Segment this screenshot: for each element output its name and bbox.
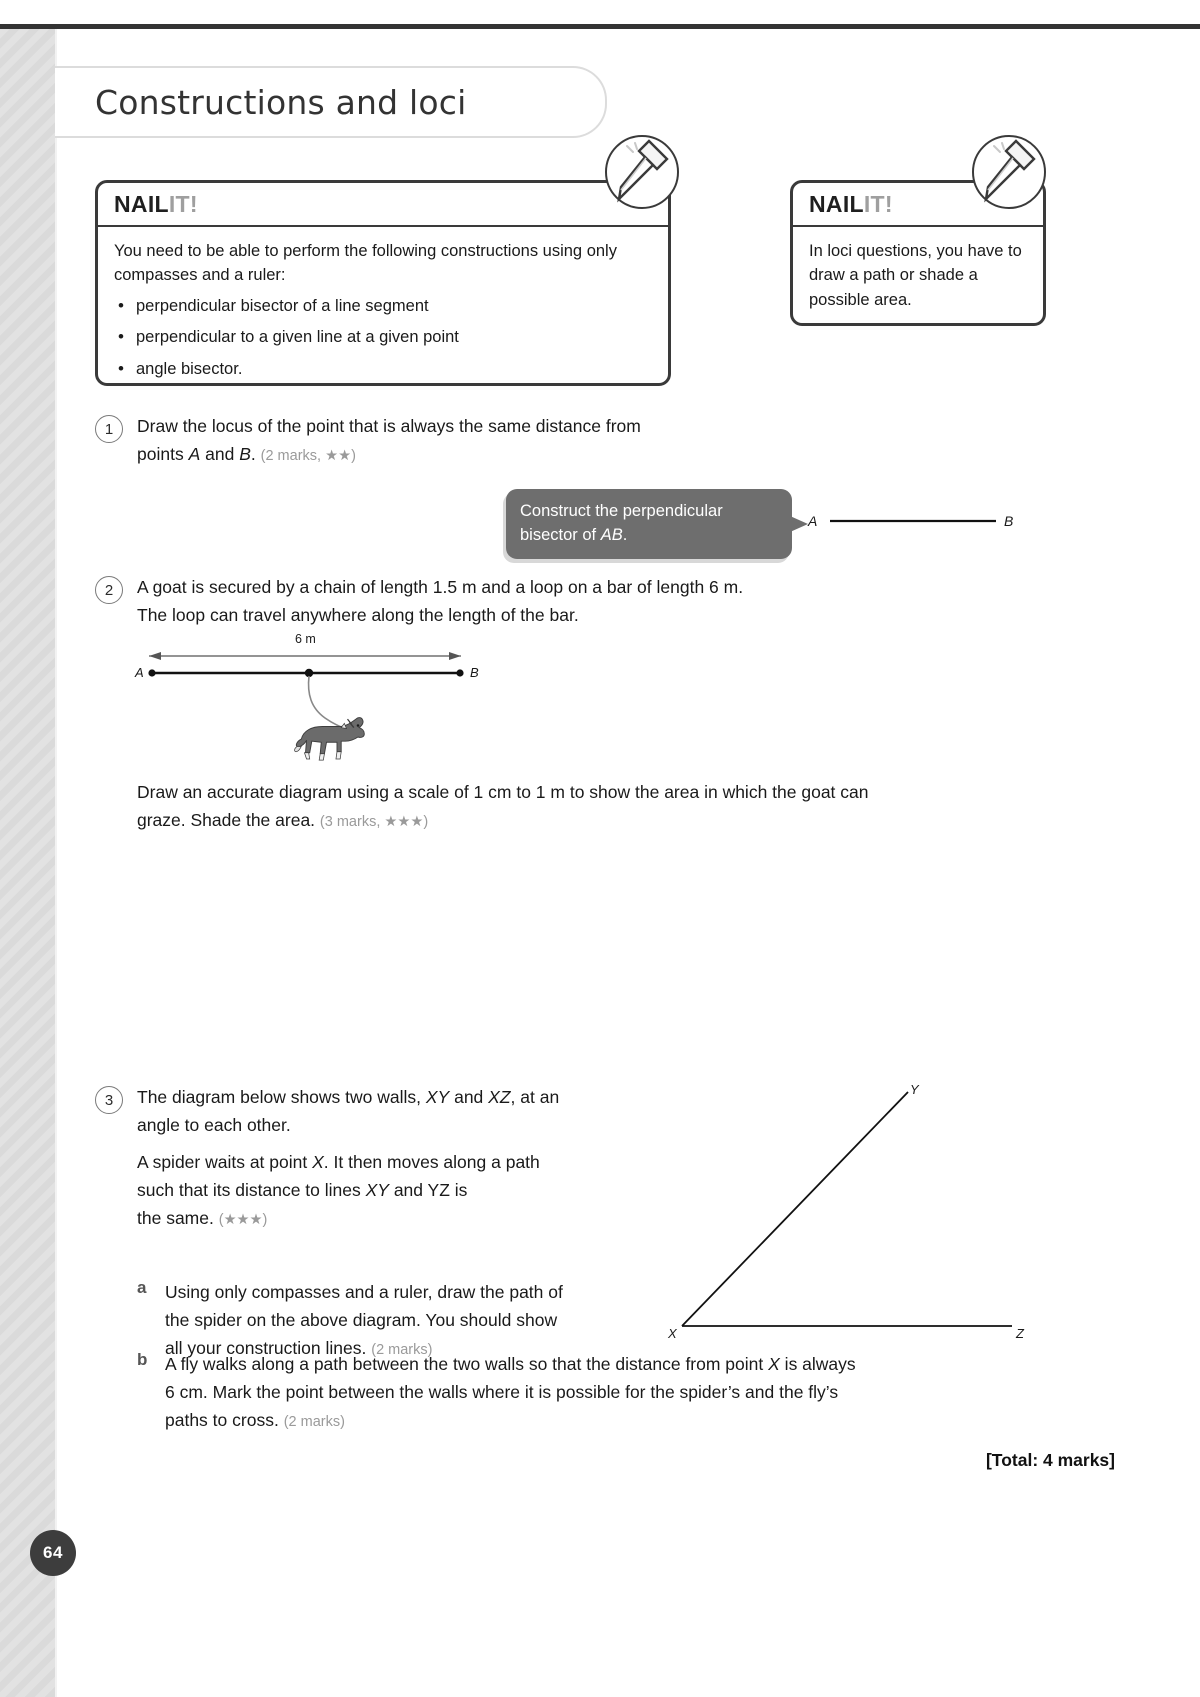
question-line: [137, 440, 995, 468]
part-label-a: a: [137, 1278, 147, 1297]
question-1-text: [137, 412, 995, 468]
question-line: [137, 1204, 697, 1232]
nail-it-heading-bold: NAIL: [114, 190, 169, 217]
question-line: Draw the locus of the point that is always the same distance from: [137, 416, 641, 436]
question-number: 2: [95, 576, 123, 604]
question-line: [165, 1406, 1027, 1434]
page-top-rule: [0, 24, 1200, 29]
hint-callout-bubble: [506, 489, 792, 559]
segment-ab-reference: AB: [600, 525, 623, 544]
question-1: [95, 412, 995, 468]
question-3-paragraph-2: [137, 1148, 697, 1232]
nail-it-heading-light: IT!: [863, 190, 893, 217]
list-item: • angle bisector.: [136, 357, 652, 381]
question-line: A goat is secured by a chain of length 1.5 m and a loop on a bar of length 6 m.: [137, 577, 744, 597]
nail-it-header: [98, 183, 668, 227]
dimension-label-6m: 6 m: [295, 632, 316, 646]
point-a-reference: A: [188, 444, 201, 464]
question-text-fragment: such that its distance to lines: [137, 1180, 366, 1200]
nail-it-heading-bold: NAIL: [809, 190, 864, 217]
label-point-b: B: [470, 665, 479, 680]
question-2-text: [137, 573, 995, 629]
nail-it-intro-text: In loci questions, you have to draw a path or shade a possible area.: [809, 242, 1022, 309]
question-2-followup: [137, 778, 1017, 834]
label-point-b: B: [1004, 513, 1014, 529]
pin-icon: [605, 135, 675, 205]
page-left-margin-band: [0, 29, 55, 1697]
question-text-fragment: and: [200, 444, 240, 464]
part-label-b: b: [137, 1350, 148, 1369]
label-vertex-x: X: [668, 1326, 677, 1341]
question-text-fragment: and YZ is: [388, 1180, 468, 1200]
line-xy-reference: XY: [365, 1180, 389, 1200]
question-line: [137, 1083, 655, 1111]
question-line: [137, 1176, 697, 1204]
page-title-tab: [55, 66, 607, 138]
question-line: angle to each other.: [137, 1115, 291, 1135]
label-point-a: A: [135, 665, 144, 680]
point-b-reference: B: [239, 444, 251, 464]
page-left-margin-edge: [55, 29, 57, 1697]
page-title: Constructions and loci: [95, 82, 467, 122]
nail-it-bullet-list: [114, 294, 652, 381]
pin-nail-glyph: [972, 135, 1042, 205]
question-line: 6 cm. Mark the point between the walls where it is possible for the spider’s and the fly’s: [165, 1382, 839, 1402]
page-number-badge: 64: [30, 1530, 76, 1576]
callout-text-fragment: bisector of: [520, 525, 601, 544]
question-2-goat-diagram: [135, 632, 495, 772]
question-3: [95, 1083, 655, 1139]
label-point-a: A: [808, 513, 818, 529]
question-line: [165, 1350, 1027, 1378]
question-text-fragment: all your construction lines.: [165, 1338, 367, 1358]
question-3-angle-diagram: [660, 1078, 1030, 1353]
question-text-fragment: The diagram below shows two walls,: [137, 1087, 426, 1107]
question-text-fragment: A spider waits at point: [137, 1152, 313, 1172]
question-text-fragment: graze. Shade the area.: [137, 810, 316, 830]
goat-illustration: [295, 718, 365, 761]
nail-it-heading-light: IT!: [168, 190, 198, 217]
marks-annotation: (2 marks, ★★): [260, 448, 356, 464]
callout-line: [520, 524, 778, 548]
question-number: 3: [95, 1086, 123, 1114]
goat-bar-schematic: [135, 632, 495, 772]
point-x-reference: X: [768, 1354, 780, 1374]
angle-xyz-schematic: [660, 1078, 1030, 1353]
callout-text-fragment: .: [622, 525, 628, 544]
question-text-fragment: paths to cross.: [165, 1410, 279, 1430]
question-text-fragment: . It then moves along a path: [323, 1152, 540, 1172]
question-line: the spider on the above diagram. You should show: [165, 1310, 558, 1330]
question-3-intro: [137, 1083, 655, 1139]
question-text-fragment: is always: [779, 1354, 856, 1374]
nail-it-intro-text: You need to be able to perform the following constructions using only compasses and a ruler:: [114, 242, 617, 285]
label-vertex-z: Z: [1016, 1326, 1024, 1341]
question-line: [137, 806, 1017, 834]
question-1-line-ab-diagram: [808, 506, 1023, 536]
wall-xy-reference: XY: [425, 1087, 450, 1107]
question-line: The loop can travel anywhere along the length of the bar.: [137, 605, 579, 625]
question-3-paragraph-2-text: [137, 1148, 697, 1232]
nail-it-body: [98, 227, 668, 402]
total-marks-label: [Total: 4 marks]: [985, 1450, 1115, 1470]
question-text-fragment: and: [449, 1087, 489, 1107]
question-line: Draw an accurate diagram using a scale of 1 cm to 1 m to show the area in which the goat can: [137, 782, 869, 802]
line-segment-ab: [808, 506, 1023, 536]
question-line: [137, 1148, 697, 1176]
question-2-followup-text: [137, 778, 1017, 834]
question-text-fragment: .: [250, 444, 256, 464]
pin-nail-glyph: [605, 135, 675, 205]
point-x-reference: X: [312, 1152, 324, 1172]
marks-annotation: (2 marks): [371, 1342, 433, 1358]
question-3-part-b: [137, 1350, 1027, 1434]
nail-it-box-constructions: [95, 180, 671, 386]
pin-icon: [972, 135, 1042, 205]
callout-line: Construct the perpendicular: [520, 502, 723, 520]
callout-arrow-icon: [764, 513, 810, 535]
question-text-fragment: , at an: [510, 1087, 560, 1107]
list-item: • perpendicular to a given line at a given point: [136, 325, 652, 349]
question-text-fragment: A fly walks along a path between the two walls so that the distance from point: [165, 1354, 769, 1374]
question-3-part-b-text: [165, 1350, 1027, 1434]
nail-it-body: [793, 227, 1043, 326]
label-vertex-y: Y: [910, 1082, 919, 1097]
question-number: 1: [95, 415, 123, 443]
question-text-fragment: the same.: [137, 1208, 214, 1228]
list-item: • perpendicular bisector of a line segment: [136, 294, 652, 318]
marks-annotation: (3 marks, ★★★): [319, 814, 429, 830]
marks-annotation: (★★★): [218, 1212, 268, 1228]
question-2: [95, 573, 995, 629]
question-line: Using only compasses and a ruler, draw the path of: [165, 1282, 563, 1302]
question-text-fragment: points: [137, 444, 189, 464]
wall-xz-reference: XZ: [488, 1087, 511, 1107]
marks-annotation: (2 marks): [283, 1414, 345, 1430]
